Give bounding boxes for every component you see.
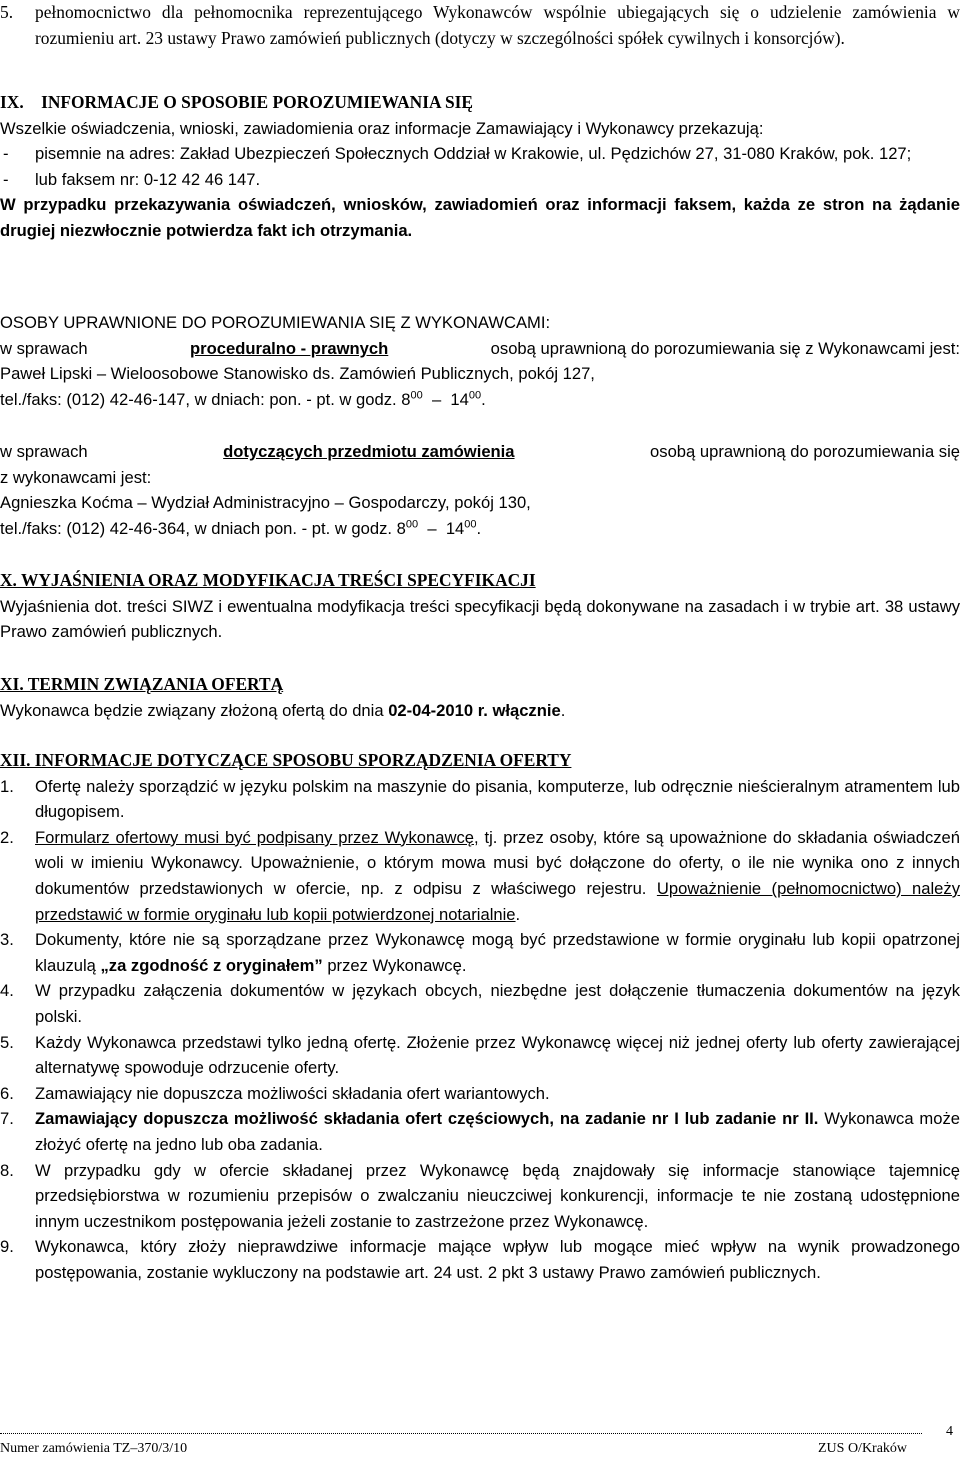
section-x-heading: X. WYJAŚNIENIA ORAZ MODYFIKACJA TREŚCI SPECYFIKACJI xyxy=(0,570,536,590)
list-item: 1. Ofertę należy sporządzić w języku polskim na maszynie do pisania, komputerze, lub odręcznie nieścieralnym atramentem lub długopisem. xyxy=(0,776,960,822)
section-x xyxy=(0,568,960,645)
footer-institution: ZUS O/Kraków xyxy=(818,1441,908,1456)
section-x-text: Wyjaśnienia dot. treści SIWZ i ewentualna modyfikacja treści specyfikacji będą dokonywane na zasadach i w trybie art. 38 ustawy Prawo zamówień publicznych. xyxy=(0,596,960,642)
procedural-contact-phone: tel./faks: (012) 42-46-147, w dniach: pon. - pt. w godz. $8^{00} - 14^{00}$. xyxy=(0,389,486,409)
list-item: 3. Dokumenty, które nie są sporządzane przez Wykonawcę mogą być przedstawione w formie oryginału lub kopii opatrzonej klauzulą „za zgodność z oryginałem” przez Wykonawcę. xyxy=(0,930,960,975)
dash-bullet: - xyxy=(3,169,9,189)
section-xi xyxy=(0,672,960,723)
footer-order-number: Numer zamówienia TZ–370/3/10 xyxy=(0,1441,188,1456)
subject-contact-line-2: z wykonawcami jest: xyxy=(0,467,152,487)
list-item-text: pełnomocnictwo dla pełnomocnika reprezentującego Wykonawców wspólnie ubiegających się o udzielenie zamówienia w rozumieniu art. 23 ustawy Prawo zamówień publicznych (dotyczy w szczególności spółek cywilnych i konsorcjów). xyxy=(35,2,960,48)
footer-divider xyxy=(0,1433,922,1434)
procedural-topic: proceduralno - prawnych xyxy=(190,338,389,358)
list-item-5-continued xyxy=(0,0,960,51)
list-item: 6. Zamawiający nie dopuszcza możliwości składania ofert wariantowych. xyxy=(0,1083,550,1103)
section-xi-heading: XI. TERMIN ZWIĄZANIA OFERTĄ xyxy=(0,674,284,694)
procedural-contact-name: Paweł Lipski – Wieloosobowe Stanowisko ds. Zamówień Publicznych, pokój 127, xyxy=(0,364,595,384)
subject-suffix: osobą uprawnioną do porozumiewania się xyxy=(650,442,960,461)
list-item: 2. Formularz ofertowy musi być podpisany przez Wykonawcę, tj. przez osoby, które są upoważnione do składania oświadczeń woli w imieniu Wykonawcy. Upoważnienie, o którym mowa musi być dołączone do oferty, o ile nie wynika ono z innych dokumentów przedstawionych w ofercie, np. z odpisu z właściwego rejestru. Upoważnienie (pełnomocnictwo) należy przedstawić w formie oryginału lub kopii potwierdzonej notarialnie. xyxy=(0,827,960,924)
authorized-persons-heading: OSOBY UPRAWNIONE DO POROZUMIEWANIA SIĘ Z WYKONAWCAMI: xyxy=(0,313,551,332)
subject-contact-line xyxy=(0,439,960,465)
authorized-persons xyxy=(0,310,960,412)
subject-contact xyxy=(0,439,960,541)
list-item: 7. Zamawiający dopuszcza możliwość składania ofert częściowych, na zadanie nr I lub zadanie nr II. Wykonawca może złożyć ofertę na jedno lub oba zadania. xyxy=(0,1109,960,1154)
list-item: 8. W przypadku gdy w ofercie składanej przez Wykonawcę będą znajdowały się informacje stanowiące tajemnicę przedsiębiorstwa w rozumieniu przepisów o zwalczaniu nieuczciwej konkurencji, informacje te nie zostaną udostępnione innym uczestnikom postępowania jeżeli zostanie to zastrzeżone przez Wykonawcę. xyxy=(0,1160,960,1231)
procedural-contact-line xyxy=(0,336,960,362)
section-xii xyxy=(0,748,960,1285)
fax-confirmation-paragraph: W przypadku przekazywania oświadczeń, wniosków, zawiadomień oraz informacji faksem, każda ze stron na żądanie drugiej niezwłocznie potwierdza fakt ich otrzymania. xyxy=(0,195,960,240)
address-list-item xyxy=(0,141,960,167)
fax-text: lub faksem nr: 0-12 42 46 147. xyxy=(35,169,261,189)
section-xi-text: Wykonawca będzie związany złożoną ofertą do dnia 02-04-2010 r. włącznie. xyxy=(0,700,566,720)
page-number: 4 xyxy=(946,1424,953,1439)
list-item: 9. Wykonawca, który złoży nieprawdziwe informacje mające wpływ lub mogące mieć wpływ na wynik prowadzonego postępowania, zostanie wykluczony na podstawie art. 24 ust. 2 pkt 3 ustawy Prawo zamówień publicznych. xyxy=(0,1237,960,1282)
list-number: 5. xyxy=(0,2,14,22)
subject-contact-name: Agnieszka Koćma – Wydział Administracyjno – Gospodarczy, pokój 130, xyxy=(0,493,531,513)
list-item: 5. Każdy Wykonawca przedstawi tylko jedną ofertę. Złożenie przez Wykonawcę więcej niż jednej oferty lub oferty zawierającej alternatywę spowoduje odrzucenie oferty. xyxy=(0,1032,960,1078)
list-item: 4. W przypadku załączenia dokumentów w językach obcych, niezbędne jest dołączenie tłumaczenia dokumentów na język polski. xyxy=(0,981,960,1026)
section-ix-heading: IX. INFORMACJE O SPOSOBIE POROZUMIEWANIA SIĘ xyxy=(0,92,473,112)
section-ix-intro: Wszelkie oświadczenia, wnioski, zawiadomienia oraz informacje Zamawiający i Wykonawcy przekazują: xyxy=(0,118,764,138)
address-text: pisemnie na adres: Zakład Ubezpieczeń Społecznych Oddział w Krakowie, ul. Pędzichów 27, 31-080 Kraków, pok. 127; xyxy=(35,144,912,164)
fax-list-item xyxy=(0,167,960,193)
procedural-suffix: osobą uprawnioną do porozumiewania się z Wykonawcami jest: xyxy=(490,338,960,358)
dash-bullet: - xyxy=(3,144,9,164)
procedural-prefix: w sprawach xyxy=(0,338,88,358)
section-ix xyxy=(0,90,960,244)
section-xii-heading: XII. INFORMACJE DOTYCZĄCE SPOSOBU SPORZĄDZENIA OFERTY xyxy=(0,750,572,770)
subject-prefix: w sprawach xyxy=(0,442,88,461)
subject-contact-phone: tel./faks: (012) 42-46-364, w dniach pon. - pt. w godz. $8^{00} - 14^{00}$. xyxy=(0,518,482,538)
subject-topic: dotyczących przedmiotu zamówienia xyxy=(223,442,515,461)
